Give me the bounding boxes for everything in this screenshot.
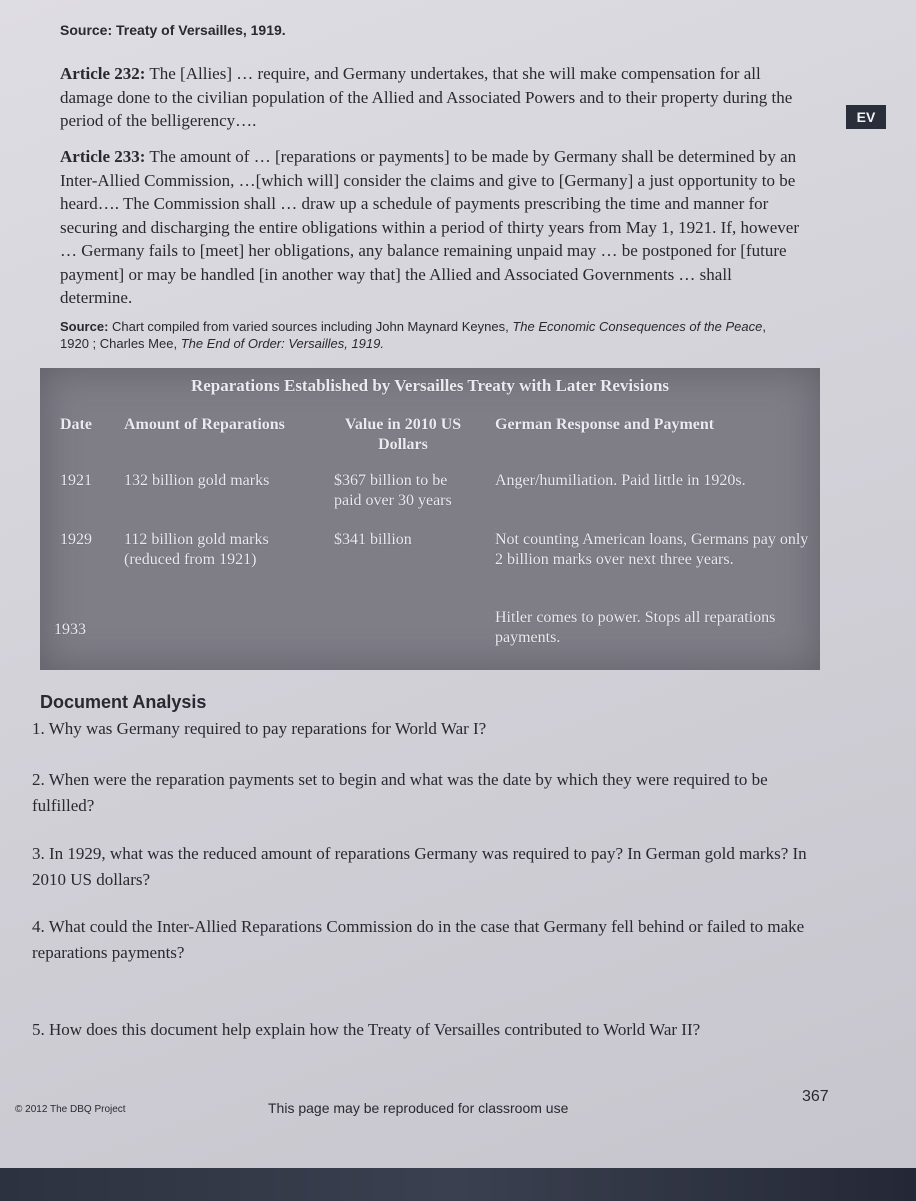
header-value: Value in 2010 US Dollars — [344, 416, 462, 453]
page-number: 367 — [802, 1088, 829, 1105]
row-1933-response: Hitler comes to power. Stops all reparations payments. — [495, 609, 776, 646]
question-5: 5. How does this document help explain how the Treaty of Versailles contributed to World War II? — [32, 1020, 701, 1039]
chart-source-title-1: The Economic Consequences of the Peace — [512, 319, 763, 334]
table-title: Reparations Established by Versailles Treaty with Later Revisions — [190, 376, 670, 395]
question-4: 4. What could the Inter-Allied Reparations Commission do in the case that Germany fell behind or failed to make reparations payments? — [32, 917, 805, 962]
question-1: 1. Why was Germany required to pay reparations for World War I? — [32, 719, 487, 738]
row-1921-value: $367 billion to be paid over 30 years — [334, 472, 452, 509]
article-232-label: Article 232: — [60, 64, 146, 83]
ev-badge: EV — [846, 105, 886, 129]
chart-source-text-2: , 1920 ; Charles Mee, — [60, 319, 766, 351]
header-amount: Amount of Reparations — [124, 416, 285, 433]
article-233 — [60, 145, 805, 310]
row-1933-date: 1933 — [54, 621, 86, 638]
document-analysis-title: Document Analysis — [40, 692, 207, 712]
chart-source-text-1: Chart compiled from varied sources including John Maynard Keynes, — [108, 319, 513, 334]
header-date: Date — [60, 416, 92, 433]
source-text: Source: Treaty of Versailles, 1919. — [60, 22, 286, 38]
chart-source-note — [60, 318, 780, 352]
treaty-source-line — [60, 22, 286, 38]
row-1929-amount: 112 billion gold marks (reduced from 1921) — [124, 531, 269, 568]
reparations-table — [40, 368, 820, 670]
row-1921-date: 1921 — [60, 472, 92, 489]
row-1921-response: Anger/humiliation. Paid little in 1920s. — [495, 472, 746, 489]
article-232 — [60, 62, 805, 133]
article-232-text: The [Allies] … require, and Germany undertakes, that she will make compensation for all damage done to the civilian population of the Allied and Associated Powers and to their property during the period of the belligerency…. — [60, 64, 793, 130]
header-response: German Response and Payment — [495, 416, 715, 433]
row-1921-amount: 132 billion gold marks — [124, 472, 270, 489]
reproduction-notice: This page may be reproduced for classroom use — [268, 1100, 569, 1116]
chart-source-label: Source: — [60, 319, 109, 334]
question-2: 2. When were the reparation payments set to begin and what was the date by which they were required to be fulfilled? — [32, 770, 768, 815]
row-1929-value: $341 billion — [334, 531, 412, 548]
question-3: 3. In 1929, what was the reduced amount of reparations Germany was required to pay? In German gold marks? In 2010 US dollars? — [32, 844, 807, 889]
background-surface — [0, 1168, 916, 1201]
row-1929-response: Not counting American loans, Germans pay only 2 billion marks over next three years. — [495, 531, 809, 568]
article-233-text: The amount of … [reparations or payments] to be made by Germany shall be determined by an Inter-Allied Commission, …[which will] consider the claims and give to [Germany] a just opportunity to be heard…. The Commission shall … draw up a schedule of payments prescribing the time and manner for securing and discharging the entire obligations within a period of thirty years from May 1, 1921. If, however … Germany fails to [meet] her obligations, any balance remaining unpaid may … be postponed for [future payment] or may be handled [in another way that] the Allied and Associated Governments … shall determine. — [60, 147, 800, 307]
row-1929-date: 1929 — [60, 531, 92, 548]
chart-source-title-2: The End of Order: Versailles, 1919. — [180, 336, 384, 351]
article-233-label: Article 233: — [60, 147, 146, 166]
copyright-line: © 2012 The DBQ Project — [15, 1104, 126, 1115]
